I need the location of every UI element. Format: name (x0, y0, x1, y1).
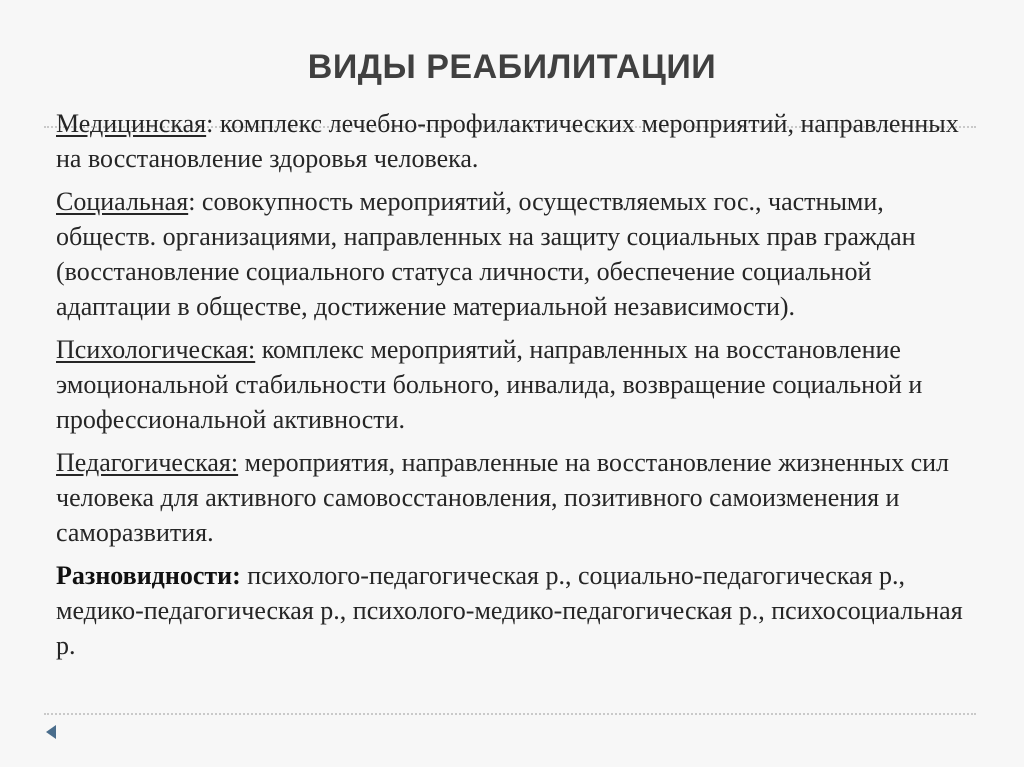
section-pedagogical (56, 445, 976, 550)
term-varieties: Разновидности: (56, 561, 241, 590)
section-social (56, 184, 976, 324)
slide-content (56, 106, 976, 671)
definition-psychological: комплекс мероприятий, направленных на восстановление эмоциональной стабильности больного, инвалида, возвращение социальной и профессиональной активности. (56, 335, 923, 434)
section-psychological (56, 332, 976, 437)
term-medical-colon: : (206, 109, 214, 138)
definition-varieties: психолого-педагогическая р., социально-педагогическая р., медико-педагогическая р., психолого-медико-педагогическая р., психосоциальная р. (56, 561, 963, 660)
arrow-left-icon (46, 725, 56, 739)
definition-medical: комплекс лечебно-профилактических мероприятий, направленных на восстановление здоровья человека. (56, 109, 959, 173)
bottom-divider (44, 713, 976, 715)
term-social: Социальная (56, 187, 189, 216)
term-pedagogical: Педагогическая: (56, 448, 239, 477)
section-medical (56, 106, 976, 176)
definition-social: совокупность мероприятий, осуществляемых гос., частными, обществ. организациями, направленных на защиту социальных прав граждан (восстановление социального статуса личности, обеспечение социальной адаптации в обществе, достижение материальной независимости). (56, 187, 916, 321)
slide-title: ВИДЫ РЕАБИЛИТАЦИИ (307, 48, 717, 86)
section-varieties (56, 558, 976, 663)
term-social-colon: : (188, 187, 196, 216)
term-medical: Медицинская (56, 109, 207, 138)
term-psychological: Психологическая: (56, 335, 256, 364)
definition-pedagogical: мероприятия, направленные на восстановление жизненных сил человека для активного самовосстановления, позитивного самоизменения и саморазвития. (56, 448, 950, 547)
